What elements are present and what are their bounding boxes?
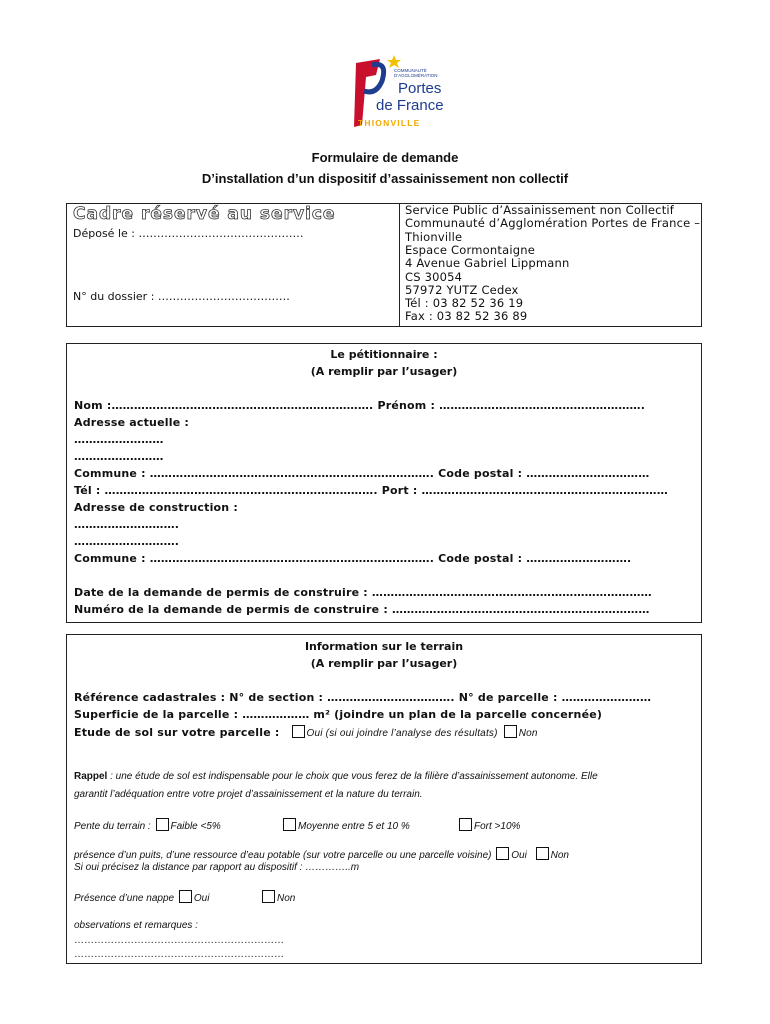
service-address-6: 57972 YUTZ Cedex: [405, 282, 519, 297]
service-address-4: 4 Avenue Gabriel Lippmann: [405, 256, 570, 271]
nappe-non-option: [260, 890, 295, 904]
portes-de-france-logo: [352, 55, 452, 131]
nom-prenom-field[interactable]: Nom :……………………………………………………………. Prénom : ……………………………………………….: [74, 399, 646, 412]
form-title: Formulaire de demande: [311, 150, 459, 165]
pente-label: Pente du terrain :: [74, 821, 151, 832]
logo-de-france: de France: [376, 97, 444, 114]
adresse-construction-line-2[interactable]: ……………………….: [74, 535, 180, 548]
petitionnaire-heading: Le pétitionnaire :: [330, 348, 438, 361]
puits-non-label: Non: [550, 850, 569, 861]
nappe-label: Présence d’une nappe: [74, 893, 175, 904]
terrain-section: [66, 634, 702, 964]
logo-portes: Portes: [398, 80, 442, 97]
service-fax: Fax : 03 82 52 36 89: [405, 309, 528, 324]
adresse-construction-label: Adresse de construction :: [74, 501, 238, 514]
service-address-1: Communauté d’Agglomération Portes de France –: [405, 216, 701, 231]
adresse-actuelle-line-2[interactable]: ……………………: [74, 450, 164, 463]
etude-sol-oui-label: Oui (si oui joindre l’analyse des résultats): [306, 728, 498, 739]
puits-distance-field[interactable]: Si oui précisez la distance par rapport au dispositif : …………..m: [74, 862, 360, 873]
adresse-construction-line-1[interactable]: ……………………….: [74, 518, 180, 531]
puits-oui-label: Oui: [511, 850, 527, 861]
service-address-2: Thionville: [405, 229, 463, 244]
terrain-subheading: (A remplir par l’usager): [310, 657, 458, 670]
nappe-oui-label: Oui: [193, 893, 210, 904]
pente-fort-option: [457, 818, 520, 832]
etude-sol-non-label: Non: [518, 728, 538, 739]
numero-permis-field[interactable]: Numéro de la demande de permis de construire : ……………………………………………………………: [74, 603, 650, 616]
star-icon: [387, 55, 401, 68]
observations-label: observations et remarques :: [74, 920, 198, 931]
observations-line-1[interactable]: ………………………………………………………: [74, 935, 284, 946]
puits-row: [74, 847, 569, 861]
etude-sol-non-checkbox[interactable]: [504, 725, 517, 738]
pente-moyenne-option: [281, 818, 410, 832]
service-address-0: Service Public d’Assainissement non Collectif: [405, 203, 675, 217]
tel-port-field[interactable]: Tél : ………………………………………………………………. Port : …………………………………………………………: [74, 484, 668, 497]
form-subtitle: D’installation d’un dispositif d’assainissement non collectif: [201, 171, 569, 186]
puits-non-checkbox[interactable]: [536, 847, 549, 860]
petitionnaire-subheading: (A remplir par l’usager): [310, 365, 458, 378]
nappe-row: [74, 890, 209, 904]
service-phone: Tél : 03 82 52 36 19: [405, 296, 524, 311]
depose-le-field[interactable]: Déposé le : ………………………………………: [73, 227, 304, 240]
date-permis-field[interactable]: Date de la demande de permis de construire : …………………………………………………………………: [74, 586, 652, 599]
logo-thionville: THIONVILLE: [358, 118, 421, 128]
rappel-text-2: garantit l’adéquation entre votre projet d’assainissement et la nature du terrain.: [74, 789, 423, 800]
commune-construction-field[interactable]: Commune : …………………………………………………………………. Code postal : ……………………….: [74, 552, 632, 565]
petitionnaire-section: [66, 343, 702, 623]
service-address-3: Espace Cormontaigne: [405, 242, 535, 257]
service-address-5: CS 30054: [405, 269, 463, 284]
pente-faible-checkbox[interactable]: [156, 818, 169, 831]
logo-communaute: COMMUNAUTÉ: [394, 68, 427, 73]
observations-line-2[interactable]: ………………………………………………………: [74, 949, 284, 960]
service-box: [66, 203, 702, 327]
rappel-text-1: [74, 771, 598, 782]
pente-fort-label: Fort >10%: [474, 821, 521, 832]
pente-fort-checkbox[interactable]: [459, 818, 472, 831]
adresse-actuelle-line-1[interactable]: ……………………: [74, 433, 164, 446]
pente-row: [74, 818, 221, 832]
service-box-divider: [399, 204, 400, 326]
cadre-reserve-heading: Cadre réservé au service: [73, 204, 336, 224]
commune-code-postal-field[interactable]: Commune : …………………………………………………………………. Code postal : ……………………………: [74, 467, 650, 480]
etude-sol-row: [74, 725, 538, 739]
pente-moyenne-checkbox[interactable]: [283, 818, 296, 831]
nappe-non-label: Non: [277, 893, 296, 904]
adresse-actuelle-label: Adresse actuelle :: [74, 416, 189, 429]
etude-sol-oui-checkbox[interactable]: [292, 725, 305, 738]
etude-sol-label: Etude de sol sur votre parcelle :: [74, 726, 280, 739]
rappel-body-1: : une étude de sol est indispensable pour le choix que vous ferez de la filière d’assainissement autonome. Elle: [107, 771, 598, 782]
superficie-field[interactable]: Superficie de la parcelle : ……………… m² (joindre un plan de la parcelle concernée): [74, 708, 603, 721]
puits-label: présence d’un puits, d’une ressource d’eau potable (sur votre parcelle ou une parcelle voisine): [74, 850, 492, 861]
reference-cadastrale-field[interactable]: Référence cadastrales : N° de section : ……………………………. N° de parcelle : ……………………: [74, 691, 652, 704]
pente-faible-label: Faible <5%: [170, 821, 221, 832]
nappe-oui-checkbox[interactable]: [179, 890, 192, 903]
nappe-non-checkbox[interactable]: [262, 890, 275, 903]
puits-oui-checkbox[interactable]: [496, 847, 509, 860]
logo-agglomeration: D'AGGLOMÉRATION: [394, 73, 438, 78]
pente-moyenne-label: Moyenne entre 5 et 10 %: [298, 821, 410, 832]
rappel-label: Rappel: [74, 771, 108, 782]
numero-dossier-field[interactable]: N° du dossier : ………………………………: [73, 290, 290, 303]
terrain-heading: Information sur le terrain: [304, 640, 464, 653]
